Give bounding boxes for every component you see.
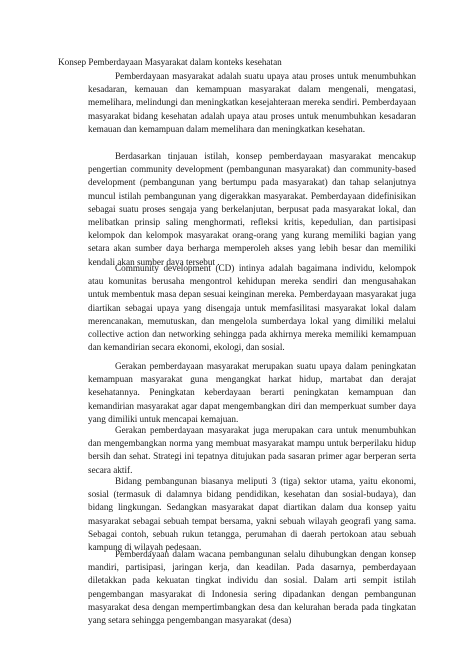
paragraph-text: Pemberdayaan dalam wacana pembangunan selalu dihubungkan dengan konsep mandiri, partisipasi, jaringan kerja, dan keadilan. Pada dasarnya, pemberdayaan diletakkan pada kekuatan tingkat individu dan sosial. Dalam arti sempit istilah pengembangan masyarakat di Indonesia sering dipadankan dengan pembangunan masyarakat desa dengan mempertimbangkan desa dan kelurahan berada pada tingkatan yang setara sehingga pengembangan masyarakat (desa) (88, 549, 416, 626)
paragraph-text: Berdasarkan tinjauan istilah, konsep pemberdayaan masyarakat mencakup pengertian community development (pembangunan masyarakat) dan community-based development (pembangunan yang bertumpu pada masyarakat) dan tahap selanjutnya muncul istilah pembangunan yang digerakkan masyarakat. Pemberdayaan didefinisikan sebagai suatu proses sengaja yang berkelanjutan, berpusat pada masyarakat lokal, dan melibatkan prinsip saling menghormati, refleksi kritis, kepedulian, dan partisipasi kelompok dan kelompok masyarakat orang-orang yang kurang memiliki bagian yang setara akan sumber daya berharga memperoleh akses yang lebih besar dan memiliki kendali akan sumber daya tersebut . (88, 151, 416, 267)
paragraph-text: Gerakan pemberdayaan masyarakat merupakan suatu upaya dalam peningkatan kemampuan masyarakat guna mengangkat harkat hidup, martabat dan derajat kesehatannya. Peningkatan keberdayaan berarti peningkatan kemampuan dan kemandirian masyarakat agar dapat mengembangkan diri dan memperkuat sumber daya yang dimiliki untuk mencapai kemajuan. (88, 361, 416, 424)
paragraph-text: Pemberdayaan masyarakat adalah suatu upaya atau proses untuk menumbuhkan kesadaran, kemauan dan kemampuan masyarakat dalam mengenali, mengatasi, memelihara, melindungi dan meningkatkan kesejahteraan mereka sendiri. Pemberdayaan masyarakat bidang kesehatan adalah upaya atau proses untuk menumbuhkan kesadaran kemauan dan kemampuan dalam memelihara dan meningkatkan kesehatan. (88, 71, 416, 134)
paragraph-7 (88, 548, 416, 627)
paragraph-text: Bidang pembangunan biasanya meliputi 3 (tiga) sektor utama, yaitu ekonomi, sosial (termasuk di dalamnya bidang pendidikan, kesehatan dan sosial-budaya), dan bidang lingkungan. Sedangkan masyarakat dapat diartikan dalam dua konsep yaitu masyarakat sebagai sebuah tempat bersama, yakni sebuah wilayah geografi yang sama. Sebagai contoh, sebuah rukun tetangga, perumahan di daerah pertokoan atau sebuah kampung di wilayah pedesaan. (88, 476, 416, 553)
paragraph-5 (88, 424, 416, 477)
paragraph-4 (88, 360, 416, 426)
document-title: Konsep Pemberdayaan Masyarakat dalam konteks kesehatan (58, 57, 282, 67)
paragraph-1 (88, 70, 416, 136)
paragraph-6 (88, 475, 416, 554)
paragraph-2 (88, 150, 416, 269)
paragraph-3 (88, 262, 416, 354)
paragraph-text: Community development (CD) intinya adalah bagaimana individu, kelompok atau komunitas berusaha mengontrol kehidupan mereka sendiri dan mengusahakan untuk membentuk masa depan sesuai keinginan mereka. Pemberdayaan masyarakat juga diartikan sebagai upaya yang disengaja untuk memfasilitasi masyarakat lokal dalam merencanakan, memutuskan, dan mengelola sumberdaya lokal yang dimiliki melalui collective action dan networking sehingga pada akhirnya mereka memiliki kemampuan dan kemandirian secara ekonomi, ekologi, dan sosial. (88, 263, 416, 353)
paragraph-text: Gerakan pemberdayaan masyarakat juga merupakan cara untuk menumbuhkan dan mengembangkan norma yang membuat masyarakat mampu untuk berperilaku hidup bersih dan sehat. Strategi ini tepatnya ditujukan pada sasaran primer agar berperan serta secara aktif. (88, 425, 416, 475)
